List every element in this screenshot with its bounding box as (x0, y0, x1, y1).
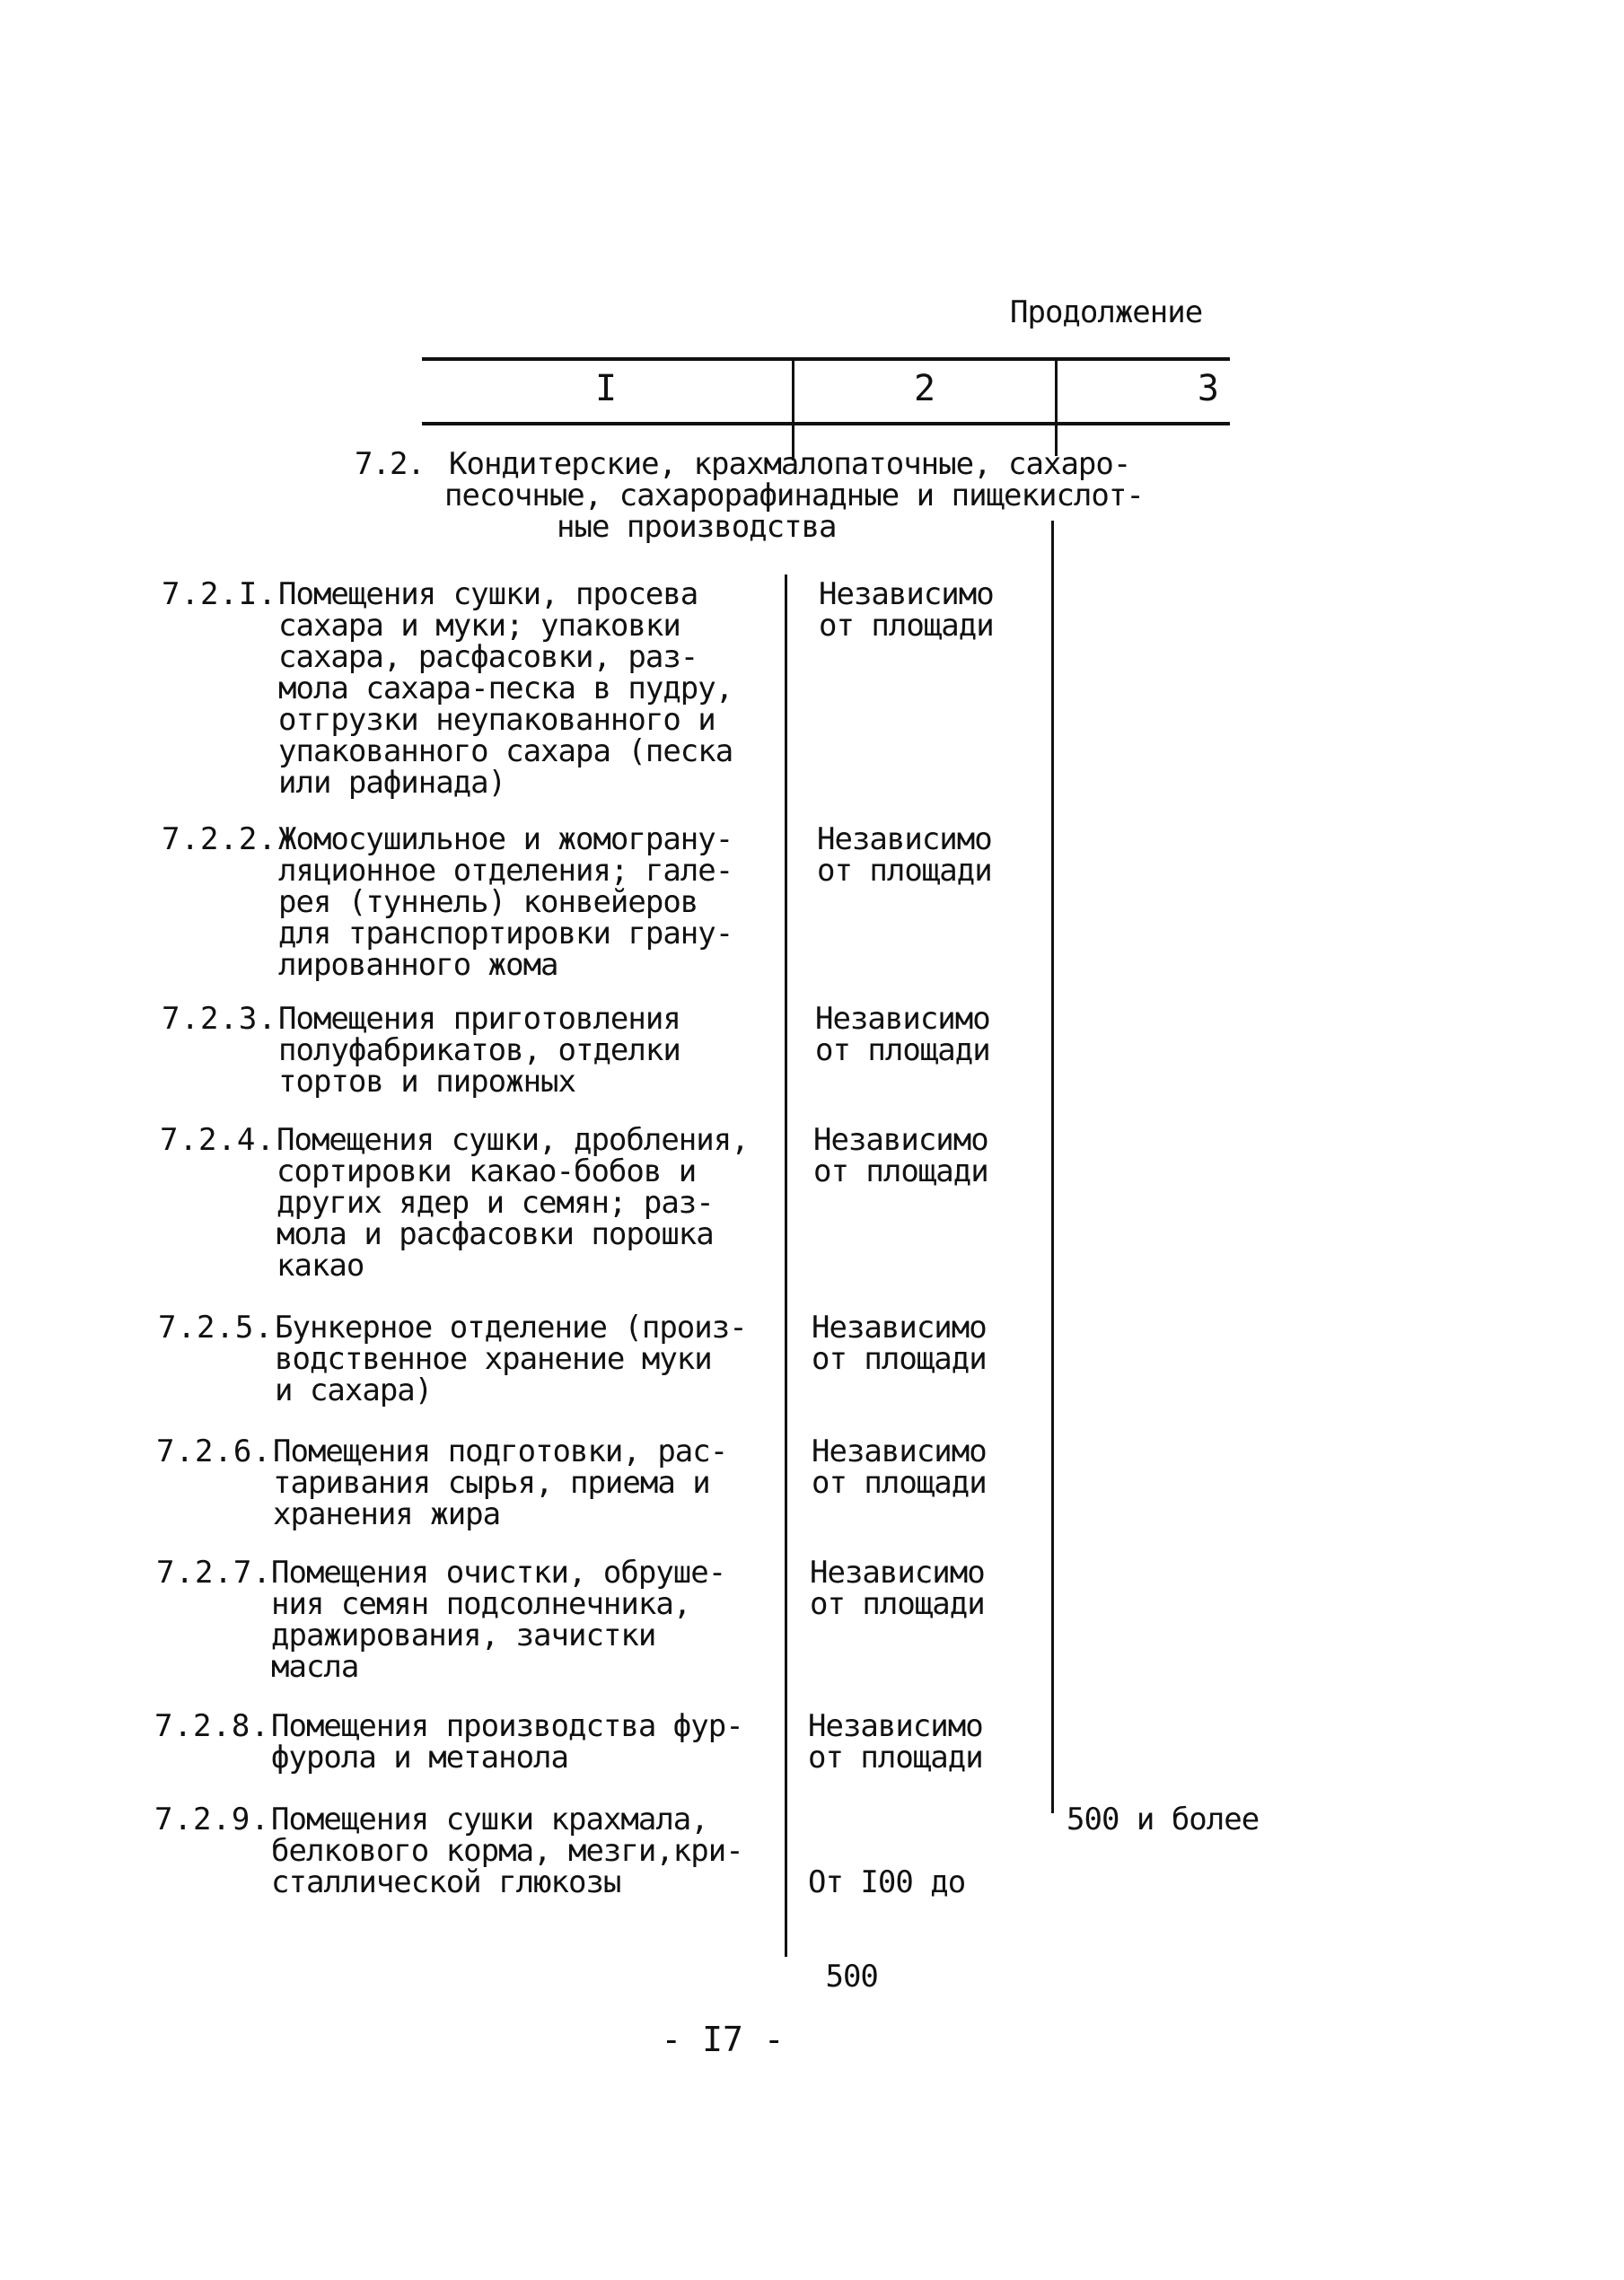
row-line: Помещения подготовки, рас- (273, 1434, 728, 1469)
section-number: 7.2. (355, 446, 425, 482)
row-col2-line: Независимо (815, 1001, 990, 1037)
row-number: 7.2.8. (154, 1708, 270, 1744)
row-number: 7.2.5. (158, 1310, 274, 1346)
row-line: сахара, расфасовки, раз- (278, 639, 698, 675)
row-line: лированного жома (278, 947, 558, 983)
row-line: тортов и пирожных (278, 1064, 575, 1100)
row-area-condition (808, 1804, 965, 2024)
row-col2-line: От I00 до (808, 1864, 966, 1900)
row-area-threshold: 500 и более (1067, 1802, 1260, 1837)
row-line: упакованного сахара (песка (278, 733, 733, 769)
row-col2-line: от площади (819, 608, 994, 644)
row-line: сортировки какао-бобов и (277, 1153, 697, 1189)
row-description (271, 1557, 725, 1683)
row-col2-line: Независимо (812, 1434, 987, 1469)
row-area-condition (815, 1001, 990, 1068)
header-bottom-rule (422, 422, 1230, 425)
row-col2-line: от площади (808, 1740, 983, 1776)
row-line: сахара и муки; упаковки (278, 608, 680, 644)
row-area-condition (819, 576, 994, 644)
row-line: отгрузки неупакованного и (278, 702, 715, 738)
row-line: мола и расфасовки порошка (277, 1216, 714, 1252)
continuation-label: Продолжение (1010, 294, 1203, 330)
row-line: полуфабрикатов, отделки (278, 1032, 680, 1068)
row-col2-line: от площади (812, 1341, 987, 1377)
row-line: Помещения производства фур- (271, 1708, 743, 1744)
row-col2-line: Независимо (812, 1310, 987, 1346)
row-line: Бункерное отделение (произ- (275, 1310, 747, 1346)
column-divider-2 (1051, 521, 1054, 1813)
row-line: и сахара) (275, 1372, 433, 1408)
row-col2-line: Независимо (808, 1708, 983, 1744)
row-col2-line: от площади (810, 1586, 985, 1622)
row-description (275, 1312, 747, 1407)
row-col2-line: от площади (812, 1465, 987, 1501)
row-line: мола сахара-песка в пудру, (278, 671, 733, 706)
row-line: для транспортировки грану- (278, 916, 733, 951)
row-line: рея (туннель) конвейеров (278, 884, 698, 920)
section-line-1: Кондитерские, крахмалопаточные, сахаро- (449, 446, 1131, 482)
page-number: - I7 - (661, 2020, 785, 2059)
row-line: ляционное отделения; гале- (278, 853, 733, 889)
row-line: Помещения сушки, просева (278, 576, 698, 612)
section-line-3: ные производства (557, 509, 837, 545)
row-line: Жомосушильное и жомограну- (278, 821, 733, 857)
row-col2-line: 500 (808, 1959, 878, 1995)
row-line: дражирования, зачистки (271, 1618, 656, 1653)
row-number: 7.2.6. (156, 1434, 272, 1469)
row-number: 7.2.7. (156, 1555, 272, 1591)
row-line: других ядер и семян; раз- (277, 1185, 714, 1221)
row-col2-line: Независимо (819, 576, 994, 612)
row-area-condition (812, 1436, 987, 1499)
row-line: белкового корма, мезги,кри- (271, 1833, 743, 1869)
column-header-3: 3 (1197, 368, 1219, 409)
row-col2-line: от площади (813, 1153, 988, 1189)
row-line: Помещения приготовления (278, 1001, 680, 1037)
row-description (278, 1001, 680, 1100)
row-line: Помещения сушки крахмала, (271, 1802, 708, 1837)
row-col2-line: от площади (817, 853, 992, 889)
row-description (278, 576, 733, 801)
row-area-condition (808, 1708, 983, 1776)
row-description (271, 1804, 743, 1899)
row-line: Помещения очистки, обруше- (271, 1555, 726, 1591)
row-line: или рафинада) (278, 765, 506, 801)
row-area-condition (813, 1122, 988, 1189)
column-divider-2-header (1055, 357, 1058, 456)
row-line: сталлической глюкозы (271, 1864, 621, 1900)
row-line: какао (277, 1248, 364, 1284)
row-line: таривания сырья, приема и (273, 1465, 710, 1501)
row-col2-line: Независимо (813, 1122, 988, 1158)
row-col2-line: от площади (815, 1032, 990, 1068)
row-line: водственное хранение муки (275, 1341, 712, 1377)
column-divider-1 (785, 574, 787, 1957)
row-area-condition (812, 1312, 987, 1375)
row-description (271, 1708, 743, 1776)
column-divider-1-header (792, 357, 794, 460)
column-header-1: I (594, 368, 618, 409)
row-line: хранения жира (273, 1496, 501, 1532)
row-col2-line: Независимо (810, 1555, 985, 1591)
row-line: ния семян подсолнечника, (271, 1586, 691, 1622)
row-area-condition (817, 821, 992, 889)
row-number: 7.2.2. (162, 821, 277, 857)
section-line-2: песочные, сахарорафинадные и пищекислот- (444, 478, 1144, 513)
row-description (277, 1122, 749, 1284)
row-number: 7.2.3. (162, 1001, 277, 1037)
row-number: 7.2.9. (154, 1802, 270, 1837)
row-line: фурола и метанола (271, 1740, 568, 1776)
header-top-rule (422, 357, 1230, 361)
row-line: масла (271, 1649, 359, 1685)
row-number: 7.2.I. (162, 576, 277, 612)
column-header-2: 2 (913, 368, 936, 409)
row-description (273, 1436, 727, 1530)
row-description (278, 821, 733, 983)
row-col2-line: Независимо (817, 821, 992, 857)
row-area-condition (810, 1557, 985, 1620)
row-number: 7.2.4. (160, 1122, 276, 1158)
row-line: Помещения сушки, дробления, (277, 1122, 749, 1158)
